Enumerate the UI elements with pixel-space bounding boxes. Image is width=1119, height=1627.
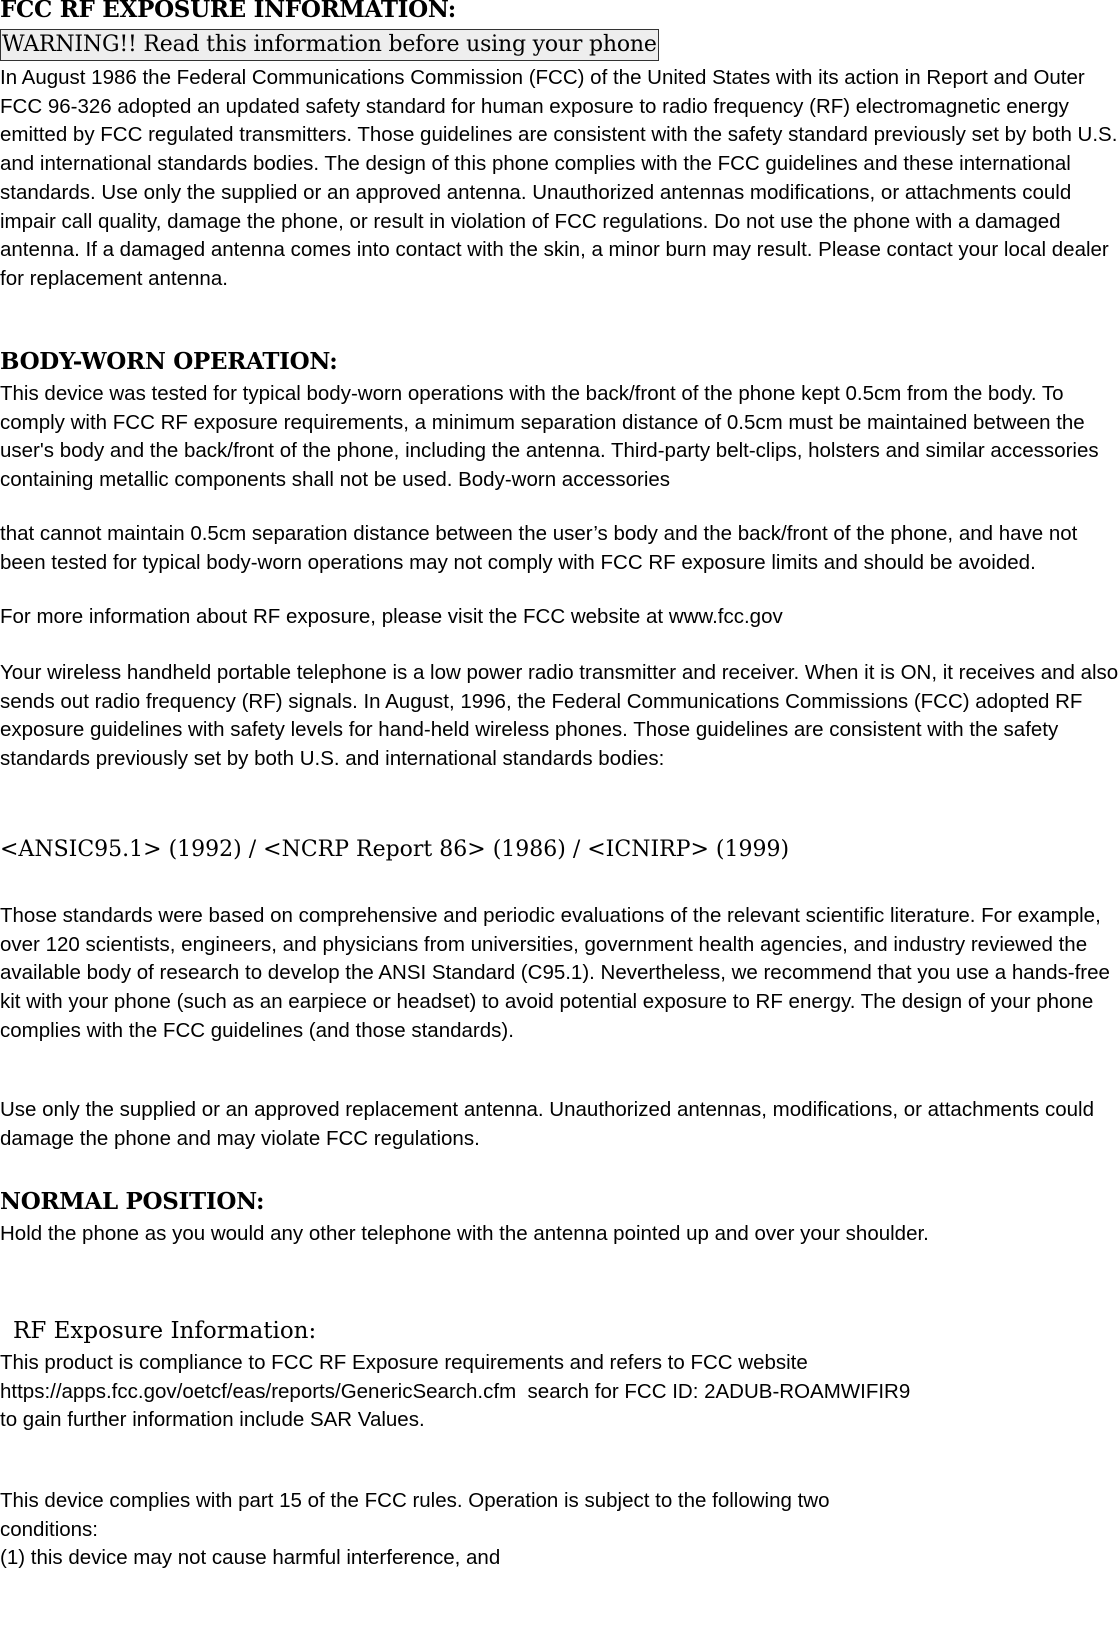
- fcc-website-line: For more information about RF exposure, please visit the FCC website at www.fcc.gov: [0, 605, 783, 628]
- part15-block: [0, 1487, 1119, 1573]
- rf-info-line-2: https://apps.fcc.gov/oetcf/eas/reports/GenericSearch.cfm search for FCC ID: 2ADUB-ROAMWIFIR9: [0, 1379, 911, 1403]
- rf-exposure-info-heading: RF Exposure Information:: [13, 1318, 317, 1344]
- rf-exposure-info-block: [0, 1349, 1119, 1435]
- wireless-handheld-paragraph: Your wireless handheld portable telephone is a low power radio transmitter and receiver. When it is ON, it receives and also sends out radio frequency (RF) signals. In August, 1996, the Federal Communications Commissions (FCC) adopted RF exposure guidelines with safety levels for hand-held wireless phones. Those guidelines are consistent with the safety standards previously set by both U.S. and international standards bodies:: [0, 661, 1119, 771]
- standards-paragraph: Those standards were based on comprehensive and periodic evaluations of the relevant scientific literature. For example, over 120 scientists, engineers, and physicians from universities, government health agencies, and industry reviewed the available body of research to develop the ANSI Standard (C95.1). Nevertheless, we recommend that you use a hands-free kit with your phone (such as an earpiece or headset) to avoid potential exposure to RF energy. The design of your phone complies with the FCC guidelines (and those standards).: [0, 904, 1110, 1042]
- warning-line: [0, 29, 659, 61]
- warning-highlight: WARNING!! Read this information before using your phone: [0, 29, 659, 61]
- body-worn-paragraph-1: This device was tested for typical body-worn operations with the back/front of the phone kept 0.5cm from the body. To comply with FCC RF exposure requirements, a minimum separation distance of 0.5cm must be maintained between the user's body and the back/front of the phone, including the antenna. Third-party belt-clips, holsters and similar accessories containing metallic components shall not be used. Body-worn accessories: [0, 382, 1099, 492]
- rf-info-line-1: This product is compliance to FCC RF Exposure requirements and refers to FCC website: [0, 1351, 808, 1374]
- part15-line-1: This device complies with part 15 of the FCC rules. Operation is subject to the following two: [0, 1489, 830, 1512]
- standards-line: <ANSIC95.1> (1992) / <NCRP Report 86> (1986) / <ICNIRP> (1999): [0, 837, 790, 862]
- part15-line-3: (1) this device may not cause harmful interference, and: [0, 1546, 501, 1570]
- fcc-rf-exposure-heading: FCC RF EXPOSURE INFORMATION:: [0, 0, 456, 23]
- normal-position-paragraph: Hold the phone as you would any other telephone with the antenna pointed up and over your shoulder.: [0, 1222, 929, 1245]
- body-worn-heading: BODY-WORN OPERATION:: [0, 348, 338, 375]
- antenna-paragraph: Use only the supplied or an approved replacement antenna. Unauthorized antennas, modifications, or attachments could damage the phone and may violate FCC regulations.: [0, 1098, 1095, 1150]
- rf-info-line-3: to gain further information include SAR Values.: [0, 1408, 425, 1432]
- body-worn-paragraph-2: that cannot maintain 0.5cm separation distance between the user’s body and the back/front of the phone, and have not been tested for typical body-worn operations may not comply with FCC RF exposure limits and should be avoided.: [0, 522, 1078, 574]
- part15-line-2: conditions:: [0, 1517, 99, 1541]
- normal-position-heading: NORMAL POSITION:: [0, 1188, 265, 1215]
- fcc-intro-paragraph: In August 1986 the Federal Communications Commission (FCC) of the United States with its action in Report and Outer FCC 96-326 adopted an updated safety standard for human exposure to radio frequency (RF) electromagnetic energy emitted by FCC regulated transmitters. Those guidelines are consistent with the safety standard previously set by both U.S. and international standards bodies. The design of this phone complies with the FCC guidelines and these international standards. Use only the supplied or an approved antenna. Unauthorized antennas modifications, or attachments could impair call quality, damage the phone, or result in violation of FCC regulations. Do not use the phone with a damaged antenna. If a damaged antenna comes into contact with the skin, a minor burn may result. Please contact your local dealer for replacement antenna.: [0, 66, 1118, 290]
